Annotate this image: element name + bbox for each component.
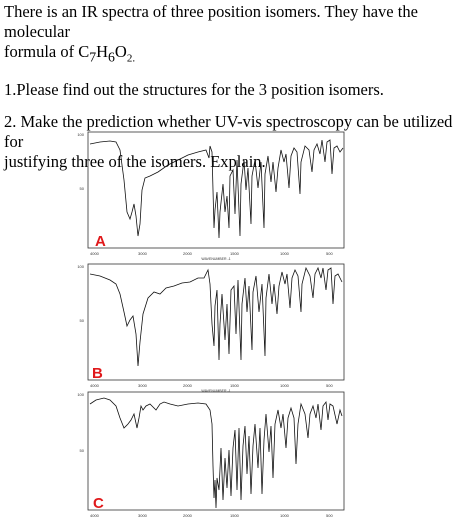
spectrum-b-xtick: 3000 — [138, 383, 147, 388]
intro-line-2 — [4, 42, 136, 65]
question-2-line-2: justifying three of the isomers. Explain. — [4, 152, 266, 172]
spectrum-b-xtick: 500 — [326, 383, 333, 388]
spectrum-b-xtick: 1000 — [280, 383, 289, 388]
spectrum-a-xaxis-title: WAVENUMBER -1 — [201, 257, 231, 261]
formula-o: O — [114, 42, 127, 61]
spectrum-a-label: A — [95, 233, 106, 250]
spectrum-a-xtick: 500 — [326, 251, 333, 256]
ir-spectra-figure — [0, 128, 474, 523]
spectrum-a-ytick-top: 100 — [77, 132, 84, 137]
spectrum-c-xtick: 1000 — [280, 513, 289, 518]
spectrum-b-trace — [90, 268, 342, 366]
formula-prefix: formula of C — [4, 42, 90, 61]
ir-spectra-svg — [0, 128, 474, 523]
spectrum-a-xtick: 4000 — [90, 251, 99, 256]
spectrum-c-trace — [90, 398, 342, 508]
spectrum-c — [77, 392, 344, 518]
question-1: 1.Please find out the structures for the 3 position isomers. — [4, 80, 384, 100]
spectrum-a — [77, 132, 344, 261]
spectrum-b — [77, 264, 344, 393]
formula-sub-o: 2. — [126, 52, 136, 65]
spectrum-c-label: C — [93, 495, 104, 512]
spectrum-a-xtick: 2000 — [183, 251, 192, 256]
spectrum-a-ytick-mid: 50 — [79, 186, 84, 191]
spectrum-b-xtick: 4000 — [90, 383, 99, 388]
spectrum-a-frame — [88, 132, 344, 248]
spectrum-b-xaxis-title: WAVENUMBER -1 — [201, 389, 231, 393]
question-2-line-1: 2. Make the prediction whether UV-vis spectroscopy can be utilized for — [4, 112, 453, 152]
spectrum-b-xtick: 2000 — [183, 383, 192, 388]
spectrum-a-xtick: 1000 — [280, 251, 289, 256]
spectrum-c-xtick: 500 — [326, 513, 333, 518]
spectrum-a-xtick: 1500 — [230, 251, 239, 256]
spectrum-c-xtick: 3000 — [138, 513, 147, 518]
spectrum-b-ytick-top: 100 — [77, 264, 84, 269]
spectrum-c-frame — [88, 392, 344, 510]
spectrum-c-xtick: 2000 — [183, 513, 192, 518]
spectrum-a-xtick: 3000 — [138, 251, 147, 256]
formula-h: H — [96, 42, 109, 61]
formula-sub-h: 6 — [108, 49, 115, 65]
spectrum-a-trace — [90, 140, 343, 238]
spectrum-c-ytick-top: 100 — [77, 392, 84, 397]
formula-sub-c: 7 — [89, 49, 97, 65]
spectrum-b-xtick: 1500 — [230, 383, 239, 388]
spectrum-c-xtick: 4000 — [90, 513, 99, 518]
intro-paragraph — [4, 2, 470, 68]
spectrum-c-ytick-mid: 50 — [79, 448, 84, 453]
spectrum-b-label: B — [92, 365, 103, 382]
spectrum-b-ytick-mid: 50 — [79, 318, 84, 323]
spectrum-c-xtick: 1500 — [230, 513, 239, 518]
intro-line-1: There is an IR spectra of three position isomers. They have the molecular — [4, 2, 418, 41]
